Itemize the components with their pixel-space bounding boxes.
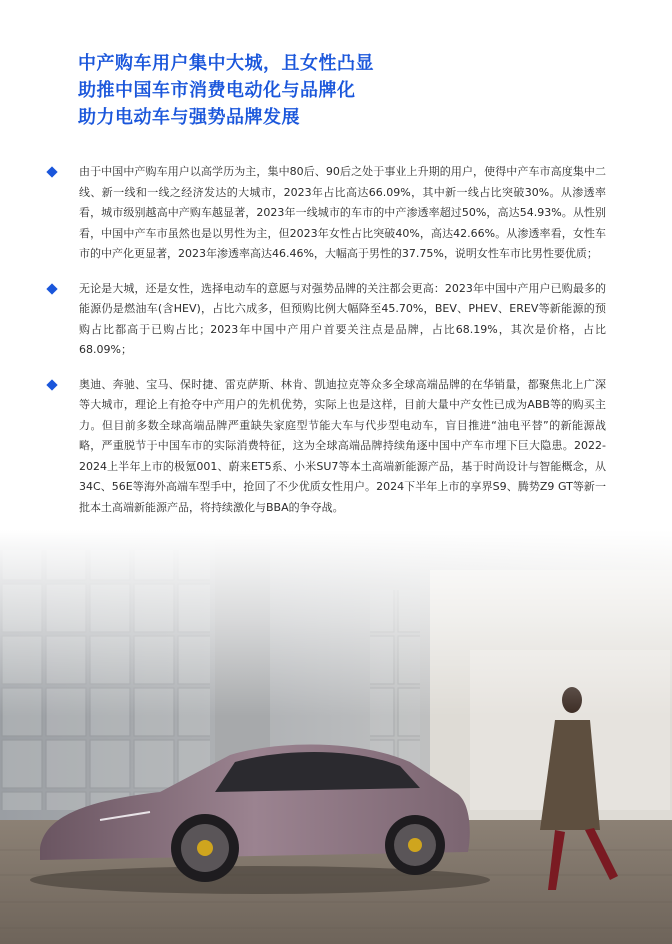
title-line-1: 中产购车用户集中大城，且女性凸显	[78, 53, 374, 74]
diamond-bullet-icon	[46, 379, 57, 390]
title-line-2: 助推中国车市消费电动化与品牌化	[78, 80, 356, 101]
bullet-list	[46, 162, 606, 532]
diamond-bullet-icon	[46, 166, 57, 177]
bullet-item-3	[46, 375, 606, 519]
bullet-item-2	[46, 279, 606, 361]
title-line-3: 助力电动车与强势品牌发展	[78, 107, 300, 128]
bullet-text-2: 无论是大城，还是女性，选择电动车的意愿与对强势品牌的关注都会更高：2023年中国中产用户已购最多的能源仍是燃油车(含HEV)，占比六成多，但预购比例大幅降至45.70%，BEV、PHEV、EREV等新能源的预购占比都高于已购占比；2023年中国中产用户首要关注点是品牌，占比68.19%，其次是价格，占比68.09%；	[79, 281, 606, 356]
diamond-bullet-icon	[46, 283, 57, 294]
bullet-item-1	[46, 162, 606, 265]
page-title	[78, 50, 598, 131]
bullet-text-3: 奥迪、奔驰、宝马、保时捷、雷克萨斯、林肯、凯迪拉克等众多全球高端品牌的在华销量，都聚焦北上广深等大城市，理论上有抢夺中产用户的先机优势，实际上也是这样，目前大量中产女性已成为ABB等的购买主力。但目前多数全球高端品牌严重缺失家庭型节能大车与代步型电动车，盲目推进“油电平替”的新能源战略，严重脱节于中国车市的实际消费特征，这为全球高端品牌持续角逐中国中产车市埋下巨大隐患。2022-2024上半年上市的极氪001、蔚来ET5系、小米SU7等本土高端新能源产品，基于时尚设计与智能概念，从34C、56E等海外高端车型手中，抢回了不少优质女性用户。2024下半年上市的享界S9、腾势Z9 GT等新一批本土高端新能源产品，将持续激化与BBA的争夺战。	[79, 377, 606, 514]
bullet-text-1: 由于中国中产购车用户以高学历为主，集中80后、90后之处于事业上升期的用户，使得中产车市高度集中二线、新一线和一线之经济发达的大城市，2023年占比高达66.09%，其中新一线占比突破30%。从渗透率看，城市级别越高中产购车越显著，2023年一线城市的车市的中产渗透率超过50%，高达54.93%。从性别看，中国中产车市虽然也是以男性为主，但2023年女性占比突破40%，高达42.66%。从渗透率看，女性车市的中产化更显著，2023年渗透率高达46.46%，大幅高于男性的37.75%，说明女性车市比男性要优质；	[79, 165, 606, 260]
car-street-photo	[0, 530, 672, 944]
